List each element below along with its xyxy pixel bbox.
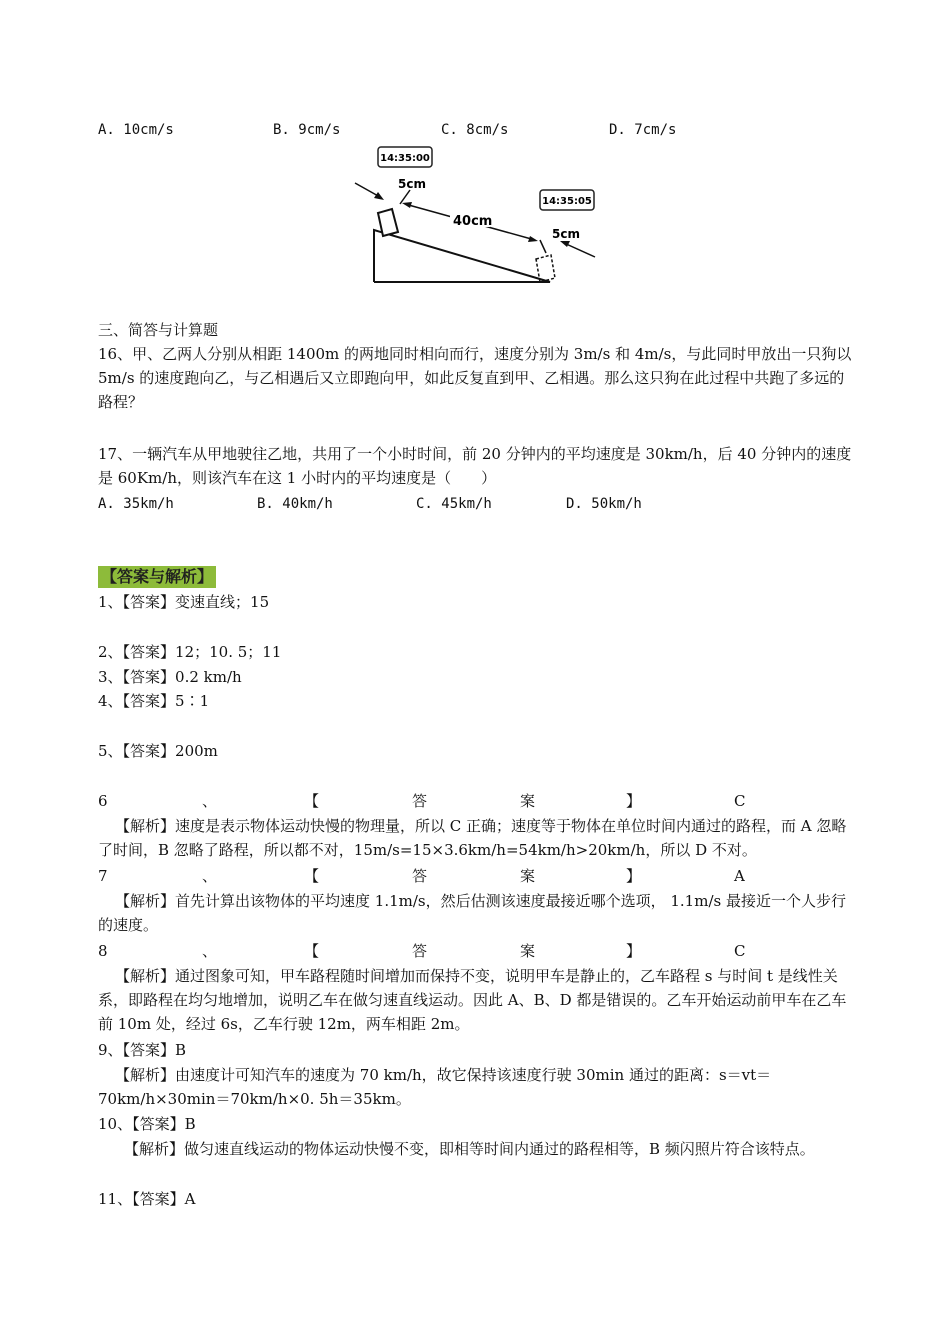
answer-9-analysis: 【解析】由速度计可知汽车的速度为 70 km/h，故它保持该速度行驶 30min 通过的距离：s＝vt＝70km/h×30min＝70km/h×0. 5h＝35km。 bbox=[98, 1066, 772, 1108]
q17-option-a: A. 35km/h bbox=[98, 496, 174, 512]
label-5cm-top: 5cm bbox=[398, 177, 426, 191]
answer-8-analysis: 【解析】通过图象可知，甲车路程随时间增加而保持不变，说明甲车是静止的，乙车路程 s 与时间 t 是线性关系，即路程在均匀地增加，说明乙车在做匀速直线运动。因此 A、B、D 都是错误的。乙车开始运动前甲车在乙车前 10m 处，经过 6s，乙车行驶 12m，两车相距 2m。 bbox=[98, 967, 847, 1033]
option-b: B. 9cm/s bbox=[273, 122, 341, 138]
answers-heading: 【答案与解析】 bbox=[98, 566, 216, 588]
label-40cm: 40cm bbox=[453, 214, 493, 229]
answer-10-analysis: 【解析】做匀速直线运动的物体运动快慢不变，即相等时间内通过的路程相等，B 频闪照片符合该特点。 bbox=[124, 1140, 815, 1158]
option-a: A. 10cm/s bbox=[98, 122, 174, 138]
question-16: 16、甲、乙两人分别从相距 1400m 的两地同时相向而行，速度分别为 3m/s 和 4m/s，与此同时甲放出一只狗以 5m/s 的速度跑向乙，与乙相遇后又立即跑向甲，如此反复直到甲、乙相遇。那么这只狗在此过程中共跑了多远的路程？ bbox=[98, 345, 852, 411]
section-title: 三、简答与计算题 bbox=[98, 321, 219, 339]
answer-2: 2、【答案】12；10. 5；11 bbox=[98, 643, 282, 661]
answer-7-analysis: 【解析】首先计算出该物体的平均速度 1.1m/s，然后估测该速度最接近哪个选项， 1.1m/s 最接近一个人步行的速度。 bbox=[98, 892, 846, 934]
q17-option-b: B. 40km/h bbox=[257, 496, 333, 512]
option-d: D. 7cm/s bbox=[609, 122, 677, 138]
incline-shape bbox=[374, 230, 550, 282]
answer-4: 4、【答案】5∶1 bbox=[98, 692, 210, 710]
answer-6-analysis: 【解析】速度是表示物体运动快慢的物理量，所以 C 正确；速度等于物体在单位时间内通过的路程，而 A 忽略了时间，B 忽略了路程，所以都不对，15m/s=15×3.6km/h=54km/h>20km/h，所以 D 不对。 bbox=[98, 817, 847, 859]
answer-5: 5、【答案】200m bbox=[98, 742, 218, 760]
label-5cm-bottom: 5cm bbox=[552, 227, 580, 241]
q17-option-d: D. 50km/h bbox=[566, 496, 642, 512]
option-c: C. 8cm/s bbox=[441, 122, 509, 138]
incline-diagram bbox=[350, 140, 610, 290]
answer-9: 9、【答案】B bbox=[98, 1041, 187, 1059]
answer-1: 1、【答案】变速直线；15 bbox=[98, 593, 270, 611]
answer-11: 11、【答案】A bbox=[98, 1190, 196, 1208]
answer-3: 3、【答案】0.2 km/h bbox=[98, 668, 242, 686]
q17-option-c: C. 45km/h bbox=[416, 496, 492, 512]
answer-10: 10、【答案】B bbox=[98, 1115, 196, 1133]
question-17: 17、一辆汽车从甲地驶往乙地，共用了一个小时时间，前 20 分钟内的平均速度是 30km/h，后 40 分钟内的速度是 60Km/h，则该汽车在这 1 小时内的平均速度是（ ） bbox=[98, 445, 852, 487]
timer-end: 14:35:05 bbox=[542, 196, 592, 207]
timer-start: 14:35:00 bbox=[380, 153, 430, 164]
